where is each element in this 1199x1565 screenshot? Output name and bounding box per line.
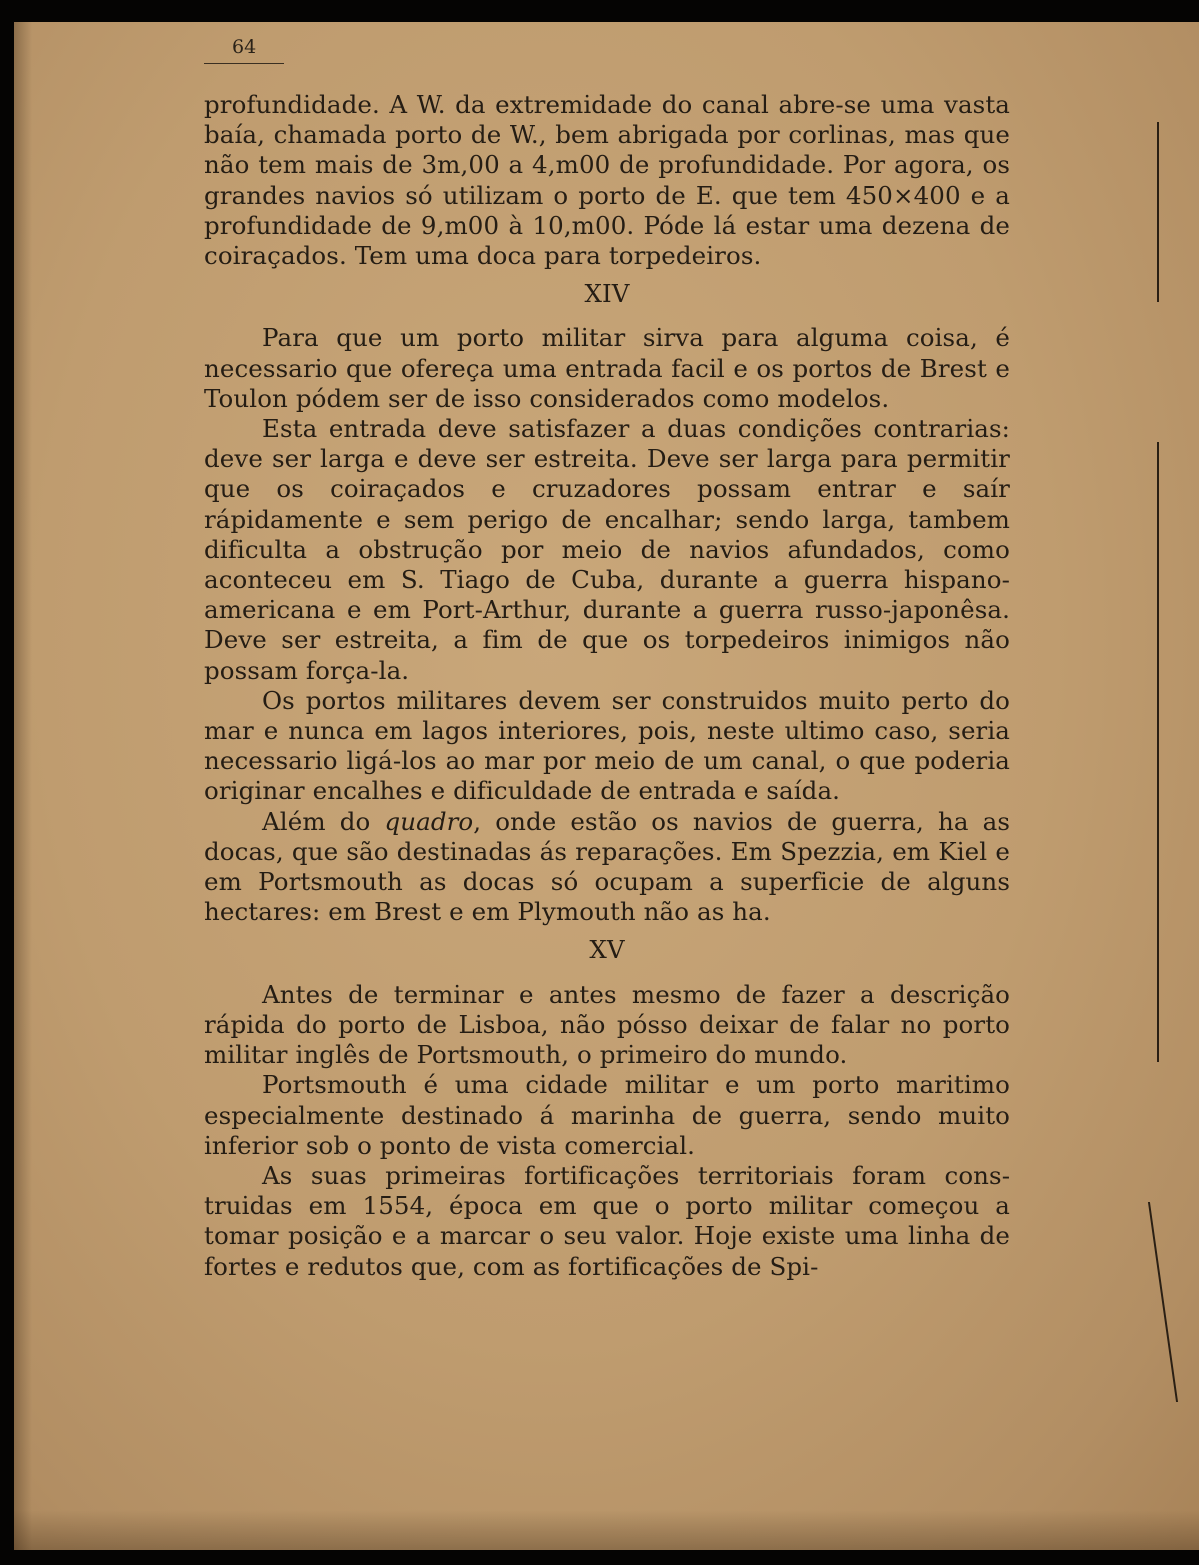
paragraph: Para que um porto militar sirva para alguma coisa, é necessario que ofereça uma entrada facil e os portos de Brest e Toulon pódem ser de isso considerados como modelos.	[204, 323, 1010, 413]
right-edge-mark	[1148, 1202, 1178, 1402]
right-edge-mark	[1157, 122, 1159, 302]
paragraph: profundidade. A W. da extremidade do canal abre-se uma vasta baía, chamada porto de W., bem abrigada por corlinas, mas que não tem mais de 3m,00 a 4,m00 de profundidade. Por agora, os grandes navios só utilizam o porto de E. que tem 450×400 e a profundidade de 9,m00 à 10,m00. Póde lá estar uma dezena de coiraçados. Tem uma doca para torpedeiros.	[204, 90, 1010, 271]
paragraph: Os portos militares devem ser construidos muito perto do mar e nunca em lagos interiores, pois, neste ultimo caso, seria necessario ligá-los ao mar por meio de um canal, o que poderia originar encalhes e dificuldade de entrada e saída.	[204, 685, 1010, 806]
section-heading-xiv: XIV	[584, 279, 630, 309]
body-text	[204, 90, 1010, 1282]
paragraph: Antes de terminar e antes mesmo de fazer a descrição rápida do porto de Lisboa, não pósso deixar de falar no porto militar inglês de Portsmouth, o primeiro do mundo.	[204, 979, 1010, 1070]
book-page	[14, 22, 1199, 1550]
paragraph: As suas primeiras fortificações territoriais foram construidas em 1554, época em que o porto militar começou a tomar posição e a marcar o seu valor. Hoje existe uma linha de fortes e redutos que, com as fortificações de Spi-	[204, 1160, 1010, 1281]
italic-term: quadro	[384, 806, 474, 836]
right-edge-mark	[1157, 442, 1159, 1062]
page-number: 64	[232, 36, 257, 58]
page-number-rule	[204, 63, 284, 64]
section-heading-xv: XV	[589, 935, 625, 965]
paragraph: Esta entrada deve satisfazer a duas condições contrarias: deve ser larga e deve ser estreita. Deve ser larga para permitir que os coiraçados e cruzadores possam entrar e saír rápidamente e sem perigo de encalhar; sendo larga, tambem dificulta a obstrução por meio de navios afundados, como aconteceu em S. Tiago de Cuba, durante a guerra hispano-americana e em Port-Arthur, durante a guerra russo-japonêsa. Deve ser estreita, a fim de que os torpedeiros inimigos não possam força-la.	[204, 414, 1010, 685]
paragraph: Portsmouth é uma cidade militar e um porto maritimo especialmente destinado á marinha de guerra, sendo muito inferior sob o ponto de vista comercial.	[204, 1070, 1010, 1160]
paragraph: Além do quadro, onde estão os navios de guerra, ha as docas, que são destinadas ás reparações. Em Spezzia, em Kiel e em Portsmouth as docas só ocupam a superficie de alguns hectares: em Brest e em Plymouth não as ha.	[204, 806, 1010, 927]
